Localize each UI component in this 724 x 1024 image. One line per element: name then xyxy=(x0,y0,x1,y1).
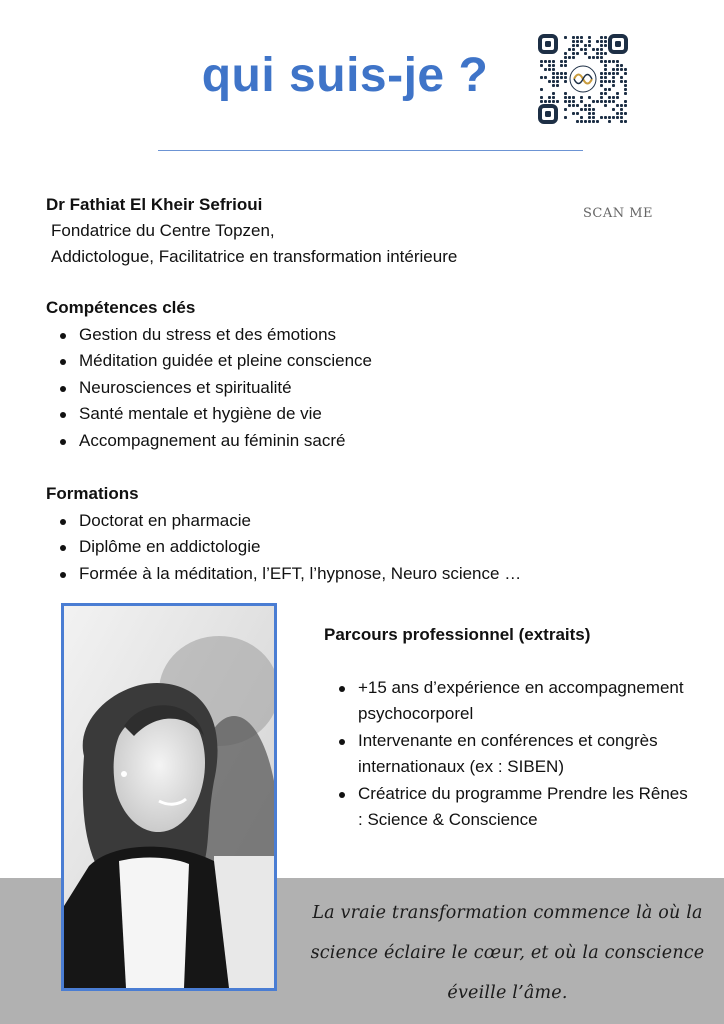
list-item: Gestion du stress et des émotions xyxy=(46,322,372,349)
list-item: Intervenante en conférences et congrès internationaux (ex : SIBEN) xyxy=(324,728,694,781)
formations-section xyxy=(46,481,521,587)
competences-section xyxy=(46,295,372,454)
quote-line-2: science éclaire le cœur, et où la conscience xyxy=(310,943,705,963)
profile-name: Dr Fathiat El Kheir Sefrioui xyxy=(46,195,263,214)
profile-role-1: Fondatrice du Centre Topzen, xyxy=(51,221,275,240)
list-item: Diplôme en addictologie xyxy=(46,534,521,561)
list-item: Méditation guidée et pleine conscience xyxy=(46,348,372,375)
quote-text xyxy=(300,893,715,1013)
list-item: Créatrice du programme Prendre les Rênes : Science & Conscience xyxy=(324,781,694,834)
page-title: qui suis-je ? xyxy=(201,49,489,102)
competences-list xyxy=(46,322,372,455)
scan-me-label: SCAN ME xyxy=(583,206,654,221)
parcours-title: Parcours professionnel (extraits) xyxy=(324,625,591,644)
list-item: Doctorat en pharmacie xyxy=(46,508,521,535)
formations-list xyxy=(46,508,521,588)
profile-block xyxy=(46,192,457,270)
qr-code[interactable] xyxy=(536,32,630,126)
list-item: Accompagnement au féminin sacré xyxy=(46,428,372,455)
list-item: Neurosciences et spiritualité xyxy=(46,375,372,402)
quote-line-1: La vraie transformation commence là où la xyxy=(312,903,703,923)
parcours-list xyxy=(324,675,694,834)
portrait-photo xyxy=(61,603,277,991)
qr-code-graphic xyxy=(536,32,630,126)
profile-role-2: Addictologue, Facilitatrice en transformation intérieure xyxy=(51,247,458,266)
quote-line-3: éveille l’âme. xyxy=(447,983,568,1003)
parcours-section xyxy=(324,622,694,834)
title-divider xyxy=(158,150,583,151)
formations-title: Formations xyxy=(46,484,139,503)
list-item: Santé mentale et hygiène de vie xyxy=(46,401,372,428)
competences-title: Compétences clés xyxy=(46,298,196,317)
list-item: Formée à la méditation, l’EFT, l’hypnose, Neuro science … xyxy=(46,561,521,588)
list-item: +15 ans d’expérience en accompagnement psychocorporel xyxy=(324,675,694,728)
portrait-illustration xyxy=(64,606,274,988)
